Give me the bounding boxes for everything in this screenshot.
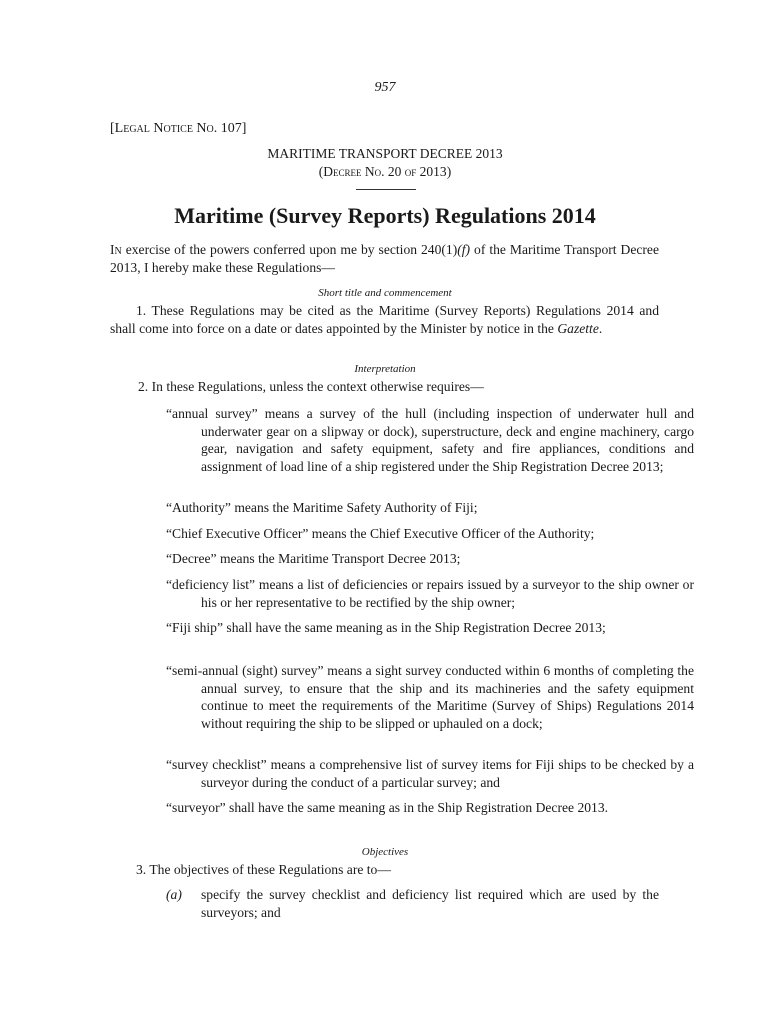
objective-item-a-label: (a)	[166, 887, 182, 902]
section-3-number: 3.	[136, 862, 147, 877]
definition-surveyor: “surveyor” shall have the same meaning as in the Ship Registration Decree 2013.	[166, 800, 609, 815]
legal-notice-number: 107	[220, 121, 242, 136]
section-1	[110, 302, 659, 338]
section-1-end: .	[598, 321, 603, 336]
legal-notice-close-bracket: ]	[241, 121, 247, 136]
decree-ref-open-paren: (	[318, 164, 324, 179]
definition-survey-checklist: “survey checklist” means a comprehensive list of survey items for Fiji ships to be checked by a surveyor during the conduct of a particular survey; and	[166, 757, 694, 790]
definition-semi-annual-survey: “semi-annual (sight) survey” means a sight survey conducted within 6 months of completing the annual survey, to ensure that the ship and its machineries and the safety equipment continue to meet the requirements of the Maritime (Survey of Ships) Regulations 2014 without requiring the ship to be slipped or uphauled on a dock;	[166, 663, 694, 731]
title-divider	[356, 189, 416, 190]
enacting-clause-text: exercise of the powers conferred upon me by section 240(1)	[121, 242, 458, 257]
section-2-text: In these Regulations, unless the context otherwise requires—	[148, 379, 484, 394]
enacting-clause	[110, 241, 659, 277]
definition-decree: “Decree” means the Maritime Transport Decree 2013;	[166, 551, 461, 566]
enacting-clause-italic: (f)	[457, 242, 471, 257]
legal-notice-open-bracket: [	[110, 121, 115, 136]
objective-item-a-text: specify the survey checklist and deficiency list required which are used by the surveyors; and	[201, 887, 659, 920]
section-1-number: 1.	[136, 303, 147, 318]
legal-notice-label: Legal Notice No.	[114, 121, 218, 136]
definition-chief-executive-officer: “Chief Executive Officer” means the Chief Executive Officer of the Authority;	[166, 526, 595, 541]
definition-deficiency-list: “deficiency list” means a list of deficiencies or repairs issued by a surveyor to the ship owner or his or her representative to be rectified by the ship owner;	[166, 577, 694, 610]
definition-authority: “Authority” means the Maritime Safety Authority of Fiji;	[166, 500, 478, 515]
enacting-clause-lead: In	[110, 242, 122, 257]
enacting-clause-text-end: of the Maritime Transport Decree 2013, I hereby make these Regulations—	[110, 242, 659, 275]
section-2-number: 2.	[138, 379, 149, 394]
decree-ref-text: 20 of 2013	[387, 164, 447, 179]
section-heading-short-title: Short title and commencement	[318, 287, 452, 299]
section-heading-interpretation: Interpretation	[354, 363, 416, 375]
section-heading-objectives: Objectives	[361, 846, 409, 858]
decree-ref-label: Decree No.	[323, 164, 385, 179]
definition-annual-survey: “annual survey” means a survey of the hull (including inspection of underwater hull and underwater gear on a slipway or dock), superstructure, deck and engine machinery, cargo gear, navigation and safety equipment, safety and fire appliances, conditions and assignment of load line of a ship registered under the Ship Registration Decree 2013;	[166, 406, 694, 474]
legal-notice	[110, 121, 246, 137]
section-2	[138, 378, 659, 396]
section-3-text: The objectives of these Regulations are to—	[146, 862, 391, 877]
regulation-title: Maritime (Survey Reports) Regulations 2014	[174, 203, 596, 228]
decree-reference	[0, 164, 770, 180]
section-1-gazette: Gazette	[557, 321, 599, 336]
section-1-text: These Regulations may be cited as the Maritime (Survey Reports) Regulations 2014 and shall come into force on a date or dates appointed by the Minister by notice in the	[110, 303, 659, 336]
decree-ref-close-paren: )	[446, 164, 452, 179]
section-3	[136, 861, 659, 879]
page-number: 957	[374, 80, 396, 95]
decree-line: MARITIME TRANSPORT DECREE 2013	[267, 146, 503, 161]
definition-fiji-ship: “Fiji ship” shall have the same meaning as in the Ship Registration Decree 2013;	[166, 620, 606, 635]
